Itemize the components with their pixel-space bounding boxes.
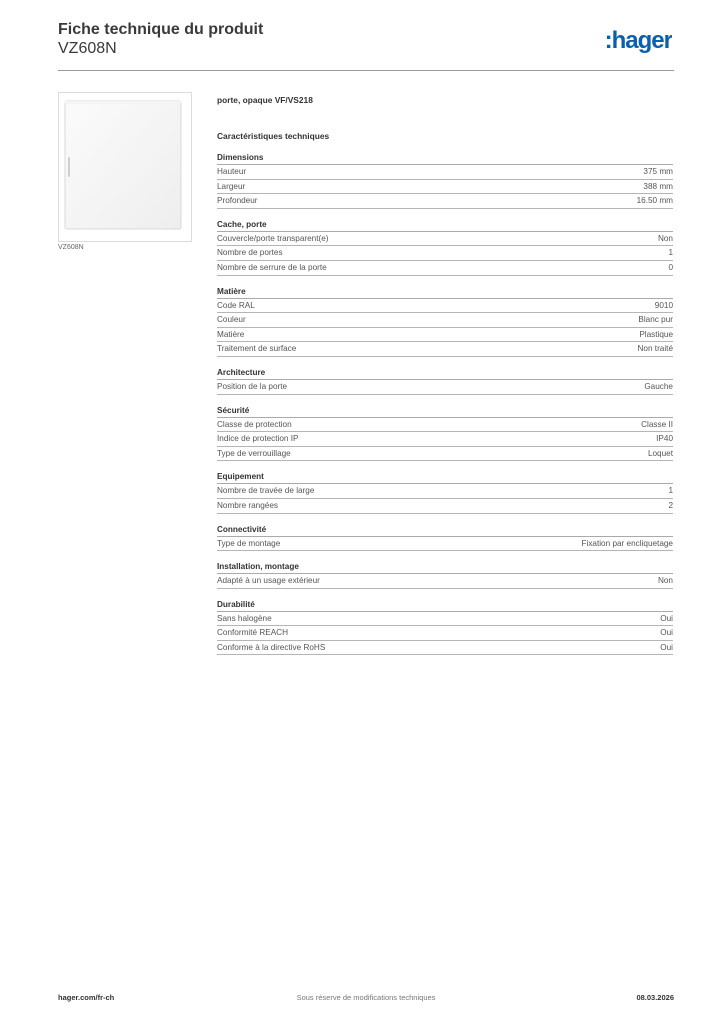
spec-section [217,599,673,656]
spec-label: Indice de protection IP [217,434,299,444]
spec-row [217,194,673,209]
spec-row [217,641,673,656]
spec-value: Gauche [644,381,673,391]
spec-label: Nombre de travée de large [217,486,315,496]
spec-row [217,447,673,462]
spec-label: Type de montage [217,538,281,548]
spec-value: 16.50 mm [636,196,673,206]
spec-value: IP40 [656,434,673,444]
spec-label: Traitement de surface [217,344,297,354]
spec-row [217,626,673,641]
spec-label: Conformité REACH [217,628,288,638]
spec-section [217,524,673,552]
spec-value: 1 [668,248,673,258]
spec-row [217,165,673,180]
spec-value: 1 [668,486,673,496]
spec-row [217,313,673,328]
spec-label: Nombre de serrure de la porte [217,262,327,272]
spec-section [217,405,673,462]
spec-section [217,471,673,513]
spec-value: Oui [660,642,673,652]
spec-value: Oui [660,628,673,638]
section-title: Equipement [217,471,673,484]
section-title: Dimensions [217,152,673,165]
section-title: Architecture [217,367,673,380]
spec-value: Non traité [637,344,673,354]
spec-section [217,561,673,589]
spec-row [217,342,673,357]
spec-row [217,328,673,343]
door-panel-illustration [63,99,185,233]
hager-logo [596,26,672,56]
spec-row [217,574,673,589]
section-title: Installation, montage [217,561,673,574]
spec-label: Matière [217,329,245,339]
spec-label: Conforme à la directive RoHS [217,642,326,652]
spec-row [217,232,673,247]
spec-row [217,612,673,627]
spec-row [217,246,673,261]
spec-label: Position de la porte [217,381,288,391]
spec-row [217,180,673,195]
spec-row [217,537,673,552]
footer-notice: Sous réserve de modifications techniques [296,993,436,1002]
svg-text::hager: :hager [604,27,672,54]
page-header [58,20,674,71]
specs-heading: Caractéristiques techniques [217,131,330,141]
spec-value: Fixation par encliquetage [581,538,673,548]
spec-section [217,152,673,209]
spec-section [217,286,673,357]
spec-value: Loquet [647,448,673,458]
section-title: Sécurité [217,405,673,418]
product-image [58,92,192,242]
spec-label: Classe de protection [217,419,292,429]
spec-row [217,418,673,433]
spec-label: Nombre de portes [217,248,283,258]
spec-label: Profondeur [217,196,258,206]
section-title: Connectivité [217,524,673,537]
document-title: Fiche technique du produit [58,21,264,38]
spec-label: Largeur [217,181,246,191]
spec-value: Plastique [639,329,673,339]
spec-label: Hauteur [217,167,247,176]
spec-label: Code RAL [217,300,255,310]
spec-value: 388 mm [643,181,673,191]
spec-label: Type de verrouillage [217,448,291,458]
section-title: Cache, porte [217,219,673,232]
spec-value: 0 [668,262,673,272]
spec-value: Blanc pur [638,315,673,325]
spec-row [217,499,673,514]
spec-value: 2 [668,500,673,510]
spec-label: Couleur [217,315,246,325]
spec-value: Classe II [641,419,673,429]
spec-section [217,367,673,395]
spec-label: Couvercle/porte transparent(e) [217,233,329,243]
footer-date: 08.03.2026 [636,993,674,1002]
product-description: porte, opaque VF/VS218 [217,95,313,105]
spec-sections [217,152,673,655]
spec-row [217,299,673,314]
product-reference: VZ608N [58,40,117,57]
spec-row [217,261,673,276]
spec-row [217,432,673,447]
spec-section [217,219,673,276]
spec-value: Non [657,576,673,586]
spec-value: 9010 [654,300,673,310]
footer-website[interactable]: hager.com/fr-ch [58,993,115,1002]
image-caption: VZ608N [58,244,84,251]
spec-value: Non [657,233,673,243]
section-title: Durabilité [217,599,673,612]
spec-label: Sans halogène [217,613,272,623]
section-title: Matière [217,286,673,299]
spec-label: Nombre rangées [217,500,278,510]
spec-row [217,484,673,499]
technical-specs [217,94,673,665]
spec-label: Adapté à un usage extérieur [217,576,320,586]
spec-value: 375 mm [643,167,673,176]
spec-value: Oui [660,613,673,623]
spec-row [217,380,673,395]
